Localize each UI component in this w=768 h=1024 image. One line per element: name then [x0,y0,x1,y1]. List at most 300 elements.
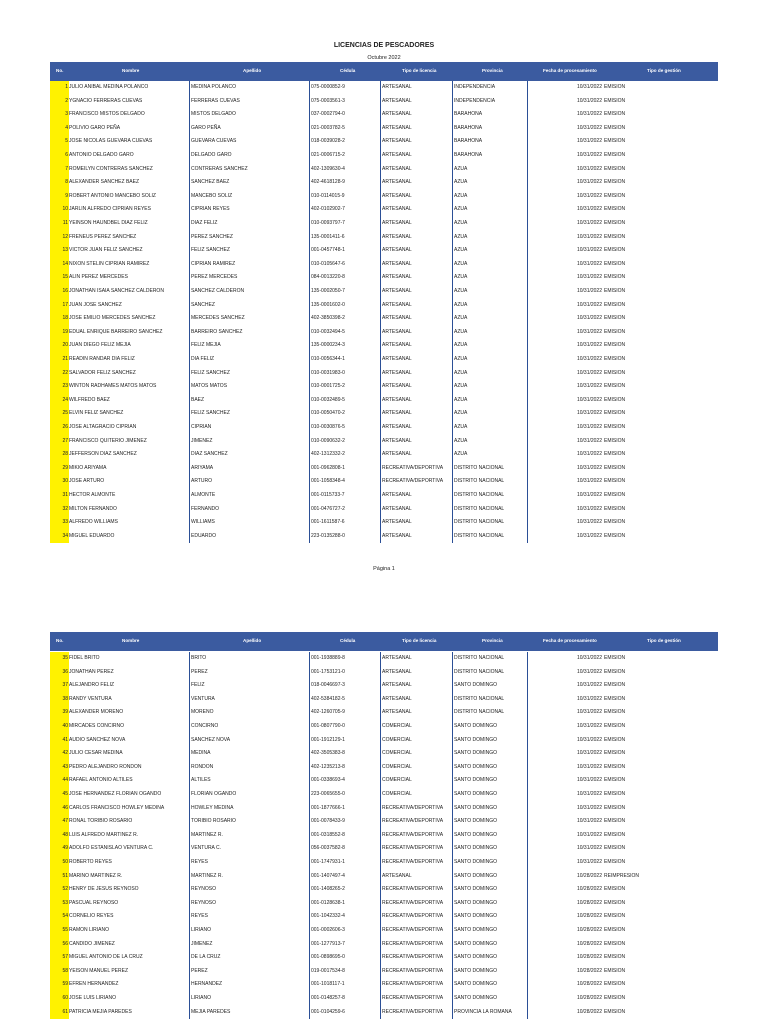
row-tipo-gestion: EMISION [604,995,626,1001]
col-tipo-licencia-header: Tipo de licencia [402,68,437,73]
row-tipo-gestion: EMISION [604,1008,626,1015]
row-fecha: 10/31/2022 [527,203,603,217]
row-provincia: AZUA [452,299,527,313]
row-cedula: 135-0001411-6 [309,231,379,245]
row-tipo-licencia: COMERCIAL [380,734,452,748]
row-tipo-gestion: EMISION [604,396,626,403]
row-apellido: BARREIRO SANCHEZ [189,326,309,340]
row-fecha: 10/28/2022 [527,978,603,992]
row-cedula: 037-0002794-0 [309,108,379,122]
row-tipo-licencia: COMERCIAL [380,774,452,788]
row-tipo-licencia: ARTESANAL [380,339,452,353]
row-cedula: 001-1277913-7 [309,938,379,952]
row-tipo-gestion: EMISION [604,777,626,784]
table-row [50,407,718,421]
row-cedula: 001-0002606-3 [309,924,379,938]
row-nombre: ALEXANDER SANCHEZ BAEZ [69,179,140,186]
table-row [50,217,718,231]
row-fecha: 10/31/2022 [527,244,603,258]
col-fecha-header: Fecha de procesamiento [543,68,597,73]
row-nombre: PASCUAL REYNOSO [69,899,119,906]
row-tipo-licencia: ARTESANAL [380,503,452,517]
row-apellido: FELIZ MEJIA [189,339,309,353]
row-tipo-gestion: EMISION [604,152,626,158]
row-cedula: 010-0050470-2 [309,407,379,421]
row-tipo-gestion: EMISION [604,736,626,743]
row-tipo-licencia: ARTESANAL [380,435,452,449]
row-provincia: SANTO DOMINGO [452,951,527,965]
row-nombre: ALIN PEREZ MERCEDES [69,274,128,281]
row-cedula: 010-0001725-2 [309,380,379,394]
row-provincia: PROVINCIA LA ROMANA [452,1006,527,1020]
table-row [50,978,718,992]
row-apellido: ALMONTE [189,489,309,503]
table-row [50,231,718,245]
row-provincia: SANTO DOMINGO [452,883,527,897]
row-provincia: SANTO DOMINGO [452,992,527,1006]
row-tipo-licencia: ARTESANAL [380,81,452,95]
row-provincia: AZUA [452,176,527,190]
table-header-page-2 [50,632,718,651]
row-fecha: 10/31/2022 [527,788,603,802]
row-number: 6 [50,149,69,163]
row-number: 34 [50,530,69,544]
row-cedula: 001-1408265-2 [309,883,379,897]
row-cedula: 001-0476727-2 [309,503,379,517]
table-row [50,81,718,95]
row-tipo-gestion: REIMPRESION [604,872,640,879]
row-fecha: 10/31/2022 [527,421,603,435]
row-tipo-gestion: EMISION [604,655,626,661]
row-tipo-gestion: EMISION [604,84,626,90]
row-cedula: 001-0104259-6 [309,1006,379,1020]
row-fecha: 10/31/2022 [527,666,603,680]
row-nombre: RANDY VENTURA [69,695,112,702]
row-apellido: REYES [189,910,309,924]
row-tipo-licencia: ARTESANAL [380,163,452,177]
row-nombre: EFREN HERNANDEZ [69,981,119,988]
row-provincia: DISTRITO NACIONAL [452,489,527,503]
row-tipo-licencia: COMERCIAL [380,747,452,761]
row-nombre: NIXON STELIN CIPRIAN RAMIREZ [69,260,150,267]
row-tipo-gestion: EMISION [604,695,626,702]
row-nombre: MIGUEL EDUARDO [69,532,115,539]
row-tipo-gestion: EMISION [604,927,626,933]
col-fecha-header: Fecha de procesamiento [543,638,597,643]
row-cedula: 018-0039028-2 [309,135,379,149]
table-row [50,761,718,775]
row-nombre: JULIO CESAR MEDINA [69,750,123,757]
row-cedula: 001-1753121-0 [309,666,379,680]
row-number: 13 [50,244,69,258]
row-provincia: AZUA [452,203,527,217]
row-cedula: 010-0031983-0 [309,367,379,381]
row-number: 37 [50,679,69,693]
row-tipo-gestion: EMISION [604,845,626,852]
row-nombre: POLIVIO GARO PEÑA [69,124,121,131]
row-tipo-licencia: RECREATIVA/DEPORTIVA [380,475,452,489]
row-provincia: AZUA [452,339,527,353]
row-fecha: 10/28/2022 [527,1006,603,1020]
row-apellido: GUEVARA CUEVAS [189,135,309,149]
row-fecha: 10/31/2022 [527,149,603,163]
row-apellido: DELGADO GARO [189,149,309,163]
row-number: 16 [50,285,69,299]
row-nombre: PATRICIA MEJIA PAREDES [69,1008,132,1015]
row-number: 38 [50,693,69,707]
table-header-page-1 [50,62,718,81]
row-tipo-gestion: EMISION [604,369,626,376]
row-tipo-gestion: EMISION [604,492,626,498]
table-row [50,271,718,285]
row-apellido: FERNANDO [189,503,309,517]
row-apellido: DIA FELIZ [189,353,309,367]
row-nombre: MILTON FERNANDO [69,505,117,512]
row-tipo-gestion: EMISION [604,831,626,838]
row-number: 15 [50,271,69,285]
col-cedula-header: Cédula [340,638,356,643]
row-fecha: 10/28/2022 [527,883,603,897]
row-provincia: AZUA [452,163,527,177]
row-tipo-gestion: EMISION [604,138,626,145]
row-fecha: 10/28/2022 [527,870,603,884]
row-number: 11 [50,217,69,231]
row-apellido: CIPRIAN RAMIREZ [189,258,309,272]
row-number: 55 [50,924,69,938]
row-number: 24 [50,394,69,408]
row-apellido: MARTINEZ R. [189,870,309,884]
row-tipo-gestion: EMISION [604,519,626,526]
row-cedula: 001-1042332-4 [309,910,379,924]
row-number: 49 [50,842,69,856]
row-number: 27 [50,435,69,449]
table-row [50,203,718,217]
table-row [50,380,718,394]
row-fecha: 10/31/2022 [527,815,603,829]
row-nombre: JOSE NICOLAS GUEVARA CUEVAS [69,138,153,145]
row-tipo-gestion: EMISION [604,886,626,893]
row-fecha: 10/31/2022 [527,95,603,109]
row-provincia: SANTO DOMINGO [452,842,527,856]
row-cedula: 001-0457748-1 [309,244,379,258]
row-provincia: AZUA [452,380,527,394]
row-provincia: SANTO DOMINGO [452,829,527,843]
row-apellido: DIAZ SANCHEZ [189,448,309,462]
row-fecha: 10/31/2022 [527,394,603,408]
table-row [50,326,718,340]
table-row [50,462,718,476]
table-row [50,353,718,367]
row-tipo-licencia: ARTESANAL [380,407,452,421]
row-number: 36 [50,666,69,680]
table-row [50,788,718,802]
row-apellido: FELIZ SANCHEZ [189,367,309,381]
table-row [50,530,718,544]
row-tipo-licencia: RECREATIVA/DEPORTIVA [380,842,452,856]
row-cedula: 402-0102902-7 [309,203,379,217]
col-tipo-gestion-header: Tipo de gestión [647,638,681,643]
row-apellido: VENTURA C. [189,842,309,856]
row-apellido: MEJIA PAREDES [189,1006,309,1020]
row-provincia: SANTO DOMINGO [452,734,527,748]
row-apellido: PEREZ [189,666,309,680]
row-apellido: JIMENEZ [189,938,309,952]
row-apellido: VENTURA [189,693,309,707]
row-fecha: 10/31/2022 [527,231,603,245]
row-fecha: 10/31/2022 [527,530,603,544]
row-tipo-licencia: ARTESANAL [380,448,452,462]
row-provincia: AZUA [452,326,527,340]
row-nombre: JOSE ARTURO [69,478,105,485]
row-fecha: 10/31/2022 [527,774,603,788]
row-number: 28 [50,448,69,462]
row-tipo-gestion: EMISION [604,288,626,294]
row-tipo-gestion: EMISION [604,383,626,390]
row-nombre: MIGUEL ANTONIO DE LA CRUZ [69,954,143,961]
row-tipo-licencia: ARTESANAL [380,299,452,313]
row-fecha: 10/31/2022 [527,285,603,299]
row-provincia: DISTRITO NACIONAL [452,475,527,489]
row-cedula: 001-0962808-1 [309,462,379,476]
row-fecha: 10/31/2022 [527,802,603,816]
row-provincia: AZUA [452,394,527,408]
row-nombre: ROBERT ANTONIO MANCEBO SOLIZ [69,192,156,199]
row-provincia: SANTO DOMINGO [452,761,527,775]
row-cedula: 402-3505383-8 [309,747,379,761]
row-cedula: 021-0003782-5 [309,122,379,136]
row-tipo-gestion: EMISION [604,274,626,281]
row-apellido: LIRIANO [189,992,309,1006]
row-number: 43 [50,761,69,775]
row-nombre: CARLOS FRANCISCO HOWLEY MEDINA [69,804,165,811]
table-row [50,176,718,190]
row-apellido: ALTILES [189,774,309,788]
row-fecha: 10/31/2022 [527,761,603,775]
row-tipo-licencia: ARTESANAL [380,271,452,285]
row-fecha: 10/28/2022 [527,951,603,965]
row-fecha: 10/31/2022 [527,462,603,476]
row-nombre: JUAN DIEGO FELIZ MEJIA [69,342,131,349]
row-provincia: DISTRITO NACIONAL [452,516,527,530]
row-cedula: 402-5384182-5 [309,693,379,707]
row-fecha: 10/31/2022 [527,407,603,421]
row-fecha: 10/31/2022 [527,829,603,843]
row-provincia: AZUA [452,190,527,204]
row-number: 45 [50,788,69,802]
row-nombre: JULIO ANIBAL MEDINA POLANCO [69,84,149,90]
row-cedula: 001-1877666-1 [309,802,379,816]
row-apellido: ARTURO [189,475,309,489]
row-tipo-licencia: RECREATIVA/DEPORTIVA [380,856,452,870]
row-tipo-licencia: ARTESANAL [380,95,452,109]
row-apellido: RONDON [189,761,309,775]
row-provincia: SANTO DOMINGO [452,897,527,911]
row-nombre: FIDEL BRITO [69,655,100,661]
row-cedula: 010-0090632-2 [309,435,379,449]
row-apellido: PEREZ [189,965,309,979]
row-tipo-licencia: RECREATIVA/DEPORTIVA [380,910,452,924]
row-tipo-licencia: ARTESANAL [380,231,452,245]
row-tipo-licencia: ARTESANAL [380,870,452,884]
row-fecha: 10/31/2022 [527,652,603,666]
row-apellido: BRITO [189,652,309,666]
row-cedula: 001-1058348-4 [309,475,379,489]
row-apellido: LIRIANO [189,924,309,938]
row-cedula: 402-1235213-8 [309,761,379,775]
table-row [50,652,718,666]
table-row [50,938,718,952]
row-cedula: 001-1018117-1 [309,978,379,992]
row-tipo-licencia: RECREATIVA/DEPORTIVA [380,951,452,965]
row-apellido: CIPRIAN [189,421,309,435]
row-number: 7 [50,163,69,177]
row-fecha: 10/31/2022 [527,679,603,693]
table-row [50,435,718,449]
row-number: 17 [50,299,69,313]
row-apellido: MARTINEZ R. [189,829,309,843]
row-number: 18 [50,312,69,326]
row-provincia: SANTO DOMINGO [452,788,527,802]
table-row [50,312,718,326]
row-number: 4 [50,122,69,136]
row-fecha: 10/31/2022 [527,842,603,856]
row-nombre: WILFREDO BAEZ [69,396,110,403]
row-tipo-licencia: RECREATIVA/DEPORTIVA [380,829,452,843]
row-cedula: 001-0318552-8 [309,829,379,843]
table-row [50,883,718,897]
row-apellido: WILLIAMS [189,516,309,530]
row-cedula: 001-0115733-7 [309,489,379,503]
row-number: 56 [50,938,69,952]
row-nombre: ANTONIO DELGADO GARO [69,152,134,158]
row-provincia: AZUA [452,353,527,367]
row-apellido: EDUARDO [189,530,309,544]
row-apellido: MORENO [189,706,309,720]
row-fecha: 10/31/2022 [527,448,603,462]
row-apellido: SANCHEZ CALDERON [189,285,309,299]
row-apellido: REYNOSO [189,883,309,897]
row-apellido: FELIZ [189,679,309,693]
row-fecha: 10/28/2022 [527,992,603,1006]
row-number: 40 [50,720,69,734]
row-tipo-gestion: EMISION [604,260,626,267]
row-nombre: JOSE ALTAGRACIO CIPRIAN [69,424,137,430]
row-cedula: 402-4618128-9 [309,176,379,190]
row-tipo-licencia: ARTESANAL [380,353,452,367]
row-nombre: MIRCADES CONCIRNO [69,723,125,729]
row-tipo-gestion: EMISION [604,356,626,362]
row-tipo-gestion: EMISION [604,233,626,240]
row-tipo-gestion: EMISION [604,111,626,118]
row-apellido: FELIZ SANCHEZ [189,244,309,258]
table-row [50,1006,718,1020]
row-provincia: AZUA [452,421,527,435]
row-provincia: DISTRITO NACIONAL [452,530,527,544]
table-row [50,339,718,353]
table-row [50,421,718,435]
row-tipo-licencia: ARTESANAL [380,135,452,149]
row-tipo-gestion: EMISION [604,464,626,471]
row-tipo-licencia: ARTESANAL [380,693,452,707]
row-number: 59 [50,978,69,992]
row-tipo-licencia: ARTESANAL [380,516,452,530]
row-number: 26 [50,421,69,435]
row-number: 10 [50,203,69,217]
table-row [50,258,718,272]
row-apellido: DIAZ FELIZ [189,217,309,231]
row-fecha: 10/31/2022 [527,367,603,381]
row-apellido: PEREZ MERCEDES [189,271,309,285]
row-nombre: YGNACIO FERRERAS CUEVAS [69,97,143,104]
table-row [50,122,718,136]
table-row [50,856,718,870]
row-provincia: SANTO DOMINGO [452,815,527,829]
row-tipo-gestion: EMISION [604,967,626,974]
row-apellido: MATOS MATOS [189,380,309,394]
row-fecha: 10/31/2022 [527,475,603,489]
document-subtitle: Octubre 2022 [367,55,401,61]
row-number: 3 [50,108,69,122]
row-tipo-gestion: EMISION [604,804,626,811]
col-apellido-header: Apellido [243,638,262,643]
row-provincia: AZUA [452,367,527,381]
row-tipo-licencia: RECREATIVA/DEPORTIVA [380,883,452,897]
row-nombre: FRANCISCO MISTOS DELGADO [69,111,145,118]
row-tipo-licencia: COMERCIAL [380,720,452,734]
row-provincia: AZUA [452,258,527,272]
row-tipo-gestion: EMISION [604,220,626,226]
row-provincia: SANTO DOMINGO [452,910,527,924]
row-tipo-gestion: EMISION [604,247,626,254]
row-nombre: EDUAL ENRIQUE BARREIRO SANCHEZ [69,328,163,335]
row-provincia: BARAHONA [452,108,527,122]
col-provincia-header: Provincia [482,638,503,643]
col-nombre-header: Nombre [122,68,140,73]
row-fecha: 10/31/2022 [527,122,603,136]
row-provincia: BARAHONA [452,122,527,136]
row-tipo-licencia: ARTESANAL [380,190,452,204]
row-cedula: 010-0032494-5 [309,326,379,340]
row-tipo-gestion: EMISION [604,206,626,213]
row-cedula: 001-0128638-1 [309,897,379,911]
row-cedula: 010-0114015-9 [309,190,379,204]
col-tipo-gestion-header: Tipo de gestión [647,68,681,73]
row-provincia: SANTO DOMINGO [452,978,527,992]
row-number: 44 [50,774,69,788]
row-tipo-licencia: ARTESANAL [380,108,452,122]
row-number: 19 [50,326,69,340]
table-row [50,135,718,149]
row-number: 33 [50,516,69,530]
row-fecha: 10/31/2022 [527,176,603,190]
row-tipo-licencia: ARTESANAL [380,380,452,394]
document-title: LICENCIAS DE PESCADORES [333,42,435,49]
row-nombre: AUDIO SANCHEZ NOVA [69,736,126,743]
row-tipo-gestion: EMISION [604,97,626,104]
row-number: 47 [50,815,69,829]
row-apellido: REYNOSO [189,897,309,911]
row-apellido: FLORIAN OGANDO [189,788,309,802]
row-cedula: 135-0002050-7 [309,285,379,299]
row-fecha: 10/31/2022 [527,693,603,707]
row-tipo-licencia: ARTESANAL [380,666,452,680]
row-provincia: SANTO DOMINGO [452,802,527,816]
table-row [50,720,718,734]
row-number: 1 [50,81,69,95]
row-fecha: 10/31/2022 [527,163,603,177]
row-apellido: BAEZ [189,394,309,408]
row-fecha: 10/28/2022 [527,897,603,911]
